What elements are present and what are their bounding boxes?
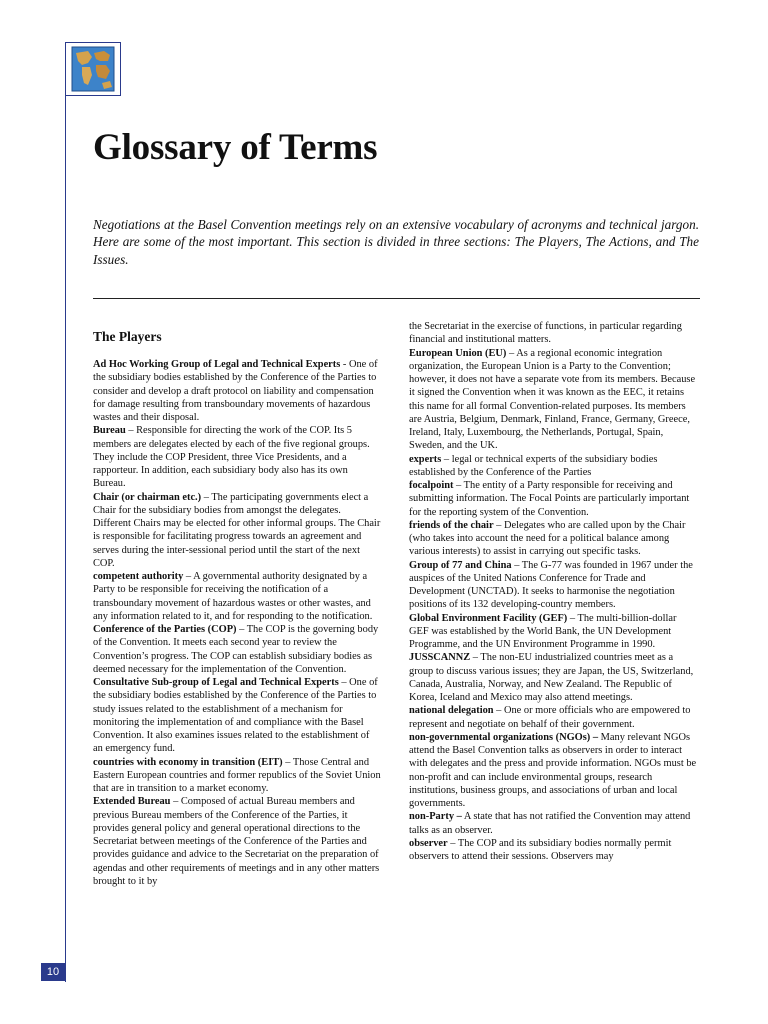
glossary-definition: – Responsible for directing the work of the COP. Its 5 members are delegates elected by each of the five regional groups. They include the COP President, three Vice Presidents, and a rapporteur. In addition, each subsidiary body also has its own Bureau. — [93, 425, 370, 490]
glossary-entry — [409, 651, 697, 704]
glossary-term: Extended Bureau — [93, 796, 171, 808]
glossary-definition: – The participating governments elect a Chair for the subsidiary bodies from amongst the delegates. Different Chairs may be elected for other informal groups. The Chair is responsible for facilitating progress towards an agreement and serves during the inter-sessional period until the start of the next COP. — [93, 491, 381, 569]
glossary-term: Group of 77 and China — [409, 559, 512, 571]
margin-rule — [65, 42, 66, 982]
glossary-term: JUSSCANNZ — [409, 652, 471, 664]
glossary-definition: – legal or technical experts of the subsidiary bodies established by the Conference of the Parties — [409, 453, 658, 478]
right-column — [409, 320, 697, 863]
glossary-entry — [409, 810, 697, 837]
glossary-term: focalpoint — [409, 480, 454, 491]
glossary-entry — [93, 756, 381, 796]
glossary-definition: – A governmental authority designated by a Party to be responsible for receiving the notification of a transboundary movement of hazardous wastes or other wastes, and any information related to it, and for responding to the notification. — [93, 571, 373, 622]
page-number: 10 — [41, 963, 65, 981]
globe-map-icon — [68, 45, 118, 93]
glossary-definition: – Composed of actual Bureau members and previous Bureau members of the Conference of the Parties, it provides general policy and general operational directions to the Secretariat between meetings of the Conference of the Parties and provides guidance and advice to the Secretariat on the preparation of agendas and other requirements of meetings and in any other matters brought to it by — [93, 796, 380, 887]
glossary-entry — [409, 612, 697, 652]
glossary-definition: A state that has not ratified the Convention may attend talks as an observer. — [409, 811, 691, 836]
glossary-definition: – The G-77 was founded in 1967 under the auspices of the United Nations Conference for Trade and Development (UNCTAD). It seeks to harmonise the negotiation positions of its 132 developing-country members. — [409, 559, 693, 611]
glossary-entry — [409, 519, 697, 559]
glossary-list-left — [93, 358, 381, 888]
glossary-definition: – The entity of a Party responsible for receiving and submitting information. The Focal Points are particularly important for the reporting system of the Convention. — [409, 480, 690, 518]
glossary-entry — [93, 795, 381, 888]
glossary-entry — [409, 704, 697, 731]
glossary-term: countries with economy in transition (EIT) — [93, 756, 283, 768]
glossary-entry — [409, 347, 697, 453]
glossary-term: Ad Hoc Working Group of Legal and Technical Experts — [93, 359, 341, 370]
divider — [93, 298, 700, 299]
glossary-term: competent authority — [93, 571, 184, 582]
glossary-term: national delegation — [409, 705, 494, 717]
glossary-definition: – One of the subsidiary bodies established by the Conference of the Parties to study issues related to the establishment of a mechanism for monitoring the implementation of and compliance with the Basel Convention. It also examines issues related to the establishment of an emergency fund. — [93, 677, 378, 755]
glossary-entry — [93, 358, 381, 424]
glossary-entry — [93, 424, 381, 490]
glossary-term: European Union (EU) — [409, 347, 507, 359]
section-title: The Players — [93, 329, 162, 344]
glossary-term: non-governmental organizations (NGOs) – — [409, 731, 599, 743]
glossary-definition: – The COP and its subsidiary bodies normally permit observers to attend their sessions. Observers may — [409, 837, 672, 862]
glossary-entry — [409, 479, 697, 519]
glossary-term: Global Environment Facility (GEF) — [409, 612, 568, 624]
glossary-entry — [409, 559, 697, 612]
glossary-definition: – The non-EU industrialized countries meet as a group to discuss various issues; they are Japan, the US, Switzerland, Canada, Australia, Norway, and New Zealand. The Republic of Korea, Iceland and Mexico may also attend meetings. — [409, 652, 694, 703]
glossary-definition: – As a regional economic integration organization, the European Union is a Party to the Convention; however, it does not have a separate vote from its members. Because it signed the Convention when it was known as the EEC, it retains this name for all formal Convention-related purposes. Its members are Austria, Belgium, Denmark, Finland, France, Germany, Greece, Ireland, Italy, Luxembourg, the Netherlands, Portugal, Spain, Sweden, and the UK. — [409, 347, 696, 452]
page-title: Glossary of Terms — [93, 127, 378, 168]
glossary-term: Consultative Sub-group of Legal and Technical Experts — [93, 677, 339, 688]
glossary-term: Chair (or chairman etc.) — [93, 491, 202, 503]
glossary-term: observer — [409, 837, 448, 849]
glossary-entry — [93, 570, 381, 623]
glossary-definition: – The COP is the governing body of the Convention. It meets each second year to review the Convention’s progress. The COP can establish subsidiary bodies as deemed necessary for the implementation of the Convention. — [93, 624, 379, 675]
glossary-definition: – One or more officials who are empowered to represent and negotiate on behalf of their government. — [409, 705, 691, 730]
glossary-term: Conference of the Parties (COP) — [93, 624, 237, 635]
glossary-entry — [93, 491, 381, 571]
glossary-term: friends of the chair — [409, 519, 494, 531]
glossary-entry — [409, 453, 697, 480]
glossary-definition: – Delegates who are called upon by the Chair (who takes into account the need for a political balance among various interests) to assist in carrying out specific tasks. — [409, 519, 686, 558]
glossary-term: non-Party – — [409, 811, 462, 823]
continued-text: the Secretariat in the exercise of functions, in particular regarding financial and institutional matters. — [409, 321, 682, 346]
glossary-term: experts — [409, 453, 442, 465]
glossary-entry — [409, 837, 697, 864]
glossary-list-right — [409, 347, 697, 864]
glossary-definition: - One of the subsidiary bodies established by the Conference of the Parties to consider and develop a draft protocol on liability and compensation for damage resulting from transboundary movements of hazardous wastes and their disposal. — [93, 359, 378, 423]
logo — [65, 42, 121, 96]
glossary-term: Bureau — [93, 425, 126, 437]
glossary-entry — [93, 676, 381, 756]
glossary-definition: – The multi-billion-dollar GEF was established by the World Bank, the UN Development Programme, and the UN Environment Programme in 1990. — [409, 612, 677, 650]
glossary-entry — [409, 731, 697, 811]
left-column — [93, 329, 381, 888]
glossary-definition: – Those Central and Eastern European countries and former republics of the Soviet Union that are in transition to a market economy. — [93, 756, 381, 794]
glossary-entry — [93, 623, 381, 676]
glossary-definition: Many relevant NGOs attend the Basel Convention talks as observers in order to interact with delegates and the press and provide information. NGOs must be non-profit and can include environmental groups, research institutions, business groups, and associations of urban and local governments. — [409, 731, 697, 809]
intro-paragraph: Negotiations at the Basel Convention meetings rely on an extensive vocabulary of acronyms and technical jargon. Here are some of the most important. This section is divided in three sections: The Players, The Actions, and The Issues. — [93, 217, 699, 267]
